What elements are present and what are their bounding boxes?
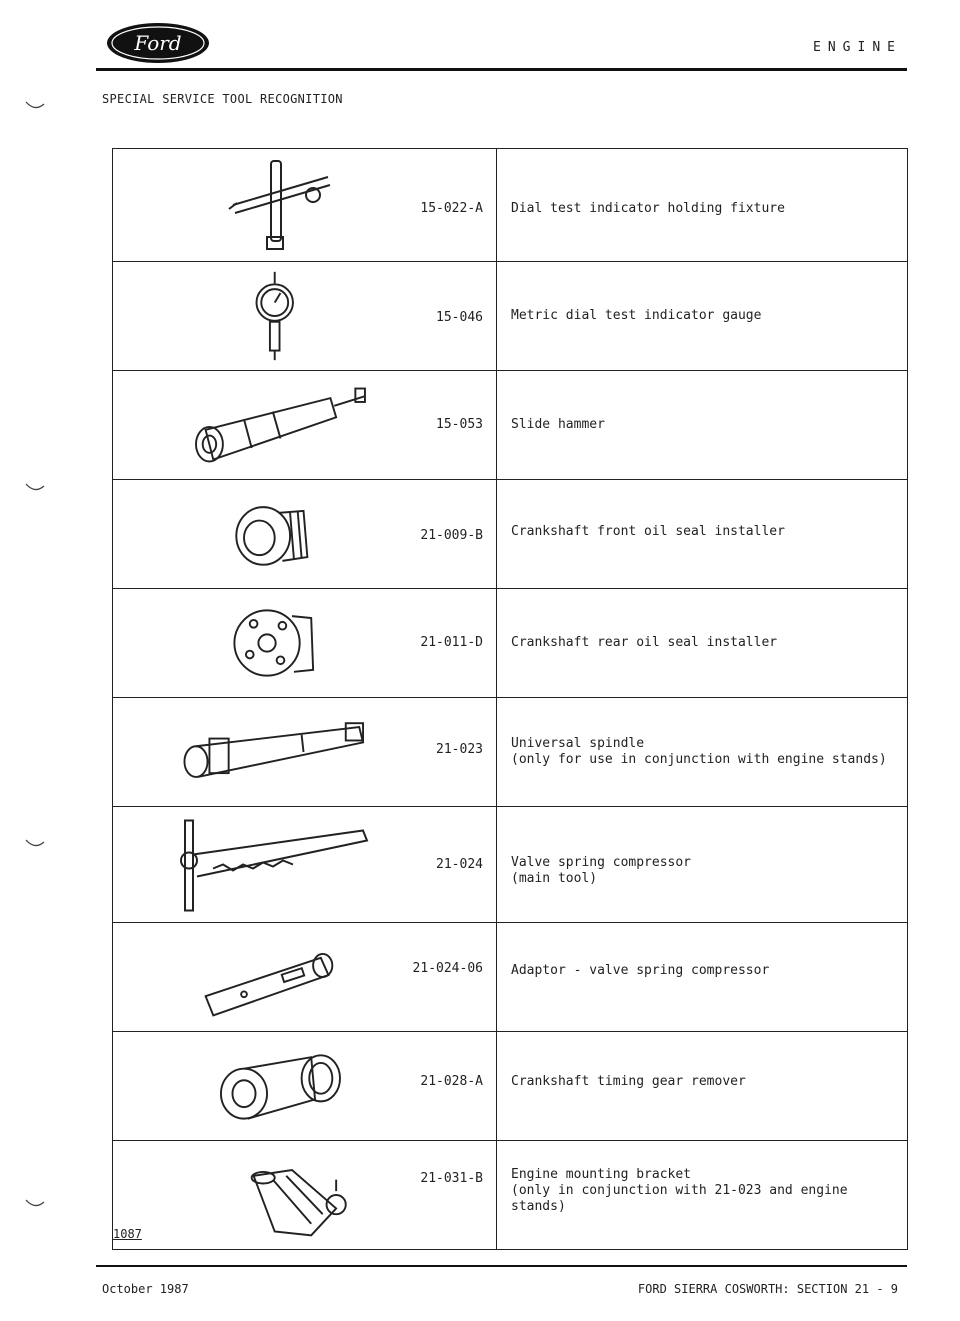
footer-divider — [96, 1265, 907, 1267]
mounting-bracket-illustration — [163, 1147, 373, 1243]
tool-image-cell — [112, 923, 497, 1031]
tool-description: Metric dial test indicator gauge — [511, 308, 762, 323]
tool-image-cell — [112, 1141, 497, 1249]
tool-code: 21-009-B — [420, 528, 483, 543]
tool-row — [112, 261, 908, 370]
slide-hammer-illustration — [163, 377, 373, 473]
tool-description-cell — [496, 923, 908, 1031]
tool-image-cell — [112, 1032, 497, 1140]
tool-description-cell — [496, 589, 908, 697]
tool-description: Crankshaft timing gear remover — [511, 1074, 746, 1089]
tool-description: Crankshaft front oil seal installer — [511, 524, 785, 539]
tool-image-cell — [112, 262, 497, 370]
tool-code: 21-031-B — [420, 1171, 483, 1186]
tool-image-cell — [112, 149, 497, 261]
header-divider — [96, 68, 907, 71]
tool-code: 21-024-06 — [412, 961, 483, 976]
tool-row — [112, 1031, 908, 1140]
tool-description: Crankshaft rear oil seal installer — [511, 635, 778, 650]
tool-description-cell — [496, 1032, 908, 1140]
dial-gauge-illustration — [163, 268, 373, 364]
timing-gear-remover-illustration — [163, 1038, 373, 1134]
tool-code: 21-011-D — [420, 635, 483, 650]
valve-spring-compressor-illustration — [163, 813, 373, 916]
page-code: 1087 — [113, 1227, 142, 1241]
tool-image-cell — [112, 807, 497, 922]
tool-description: Dial test indicator holding fixture — [511, 201, 785, 216]
tool-description-cell — [496, 262, 908, 370]
tool-image-cell — [112, 371, 497, 479]
tool-code: 15-046 — [436, 310, 483, 325]
tool-code: 15-022-A — [420, 201, 483, 216]
tool-code: 15-053 — [436, 417, 483, 432]
footer-date: October 1987 — [102, 1282, 189, 1296]
tool-table — [112, 148, 908, 1250]
tool-description: Adaptor - valve spring compressor — [511, 963, 770, 978]
margin-mark — [24, 482, 46, 494]
tool-row — [112, 370, 908, 479]
tool-code: 21-023 — [436, 742, 483, 757]
tool-code: 21-024 — [436, 857, 483, 872]
ford-logo — [106, 22, 210, 64]
tool-image-cell — [112, 698, 497, 806]
universal-spindle-illustration — [163, 704, 373, 800]
tool-description-cell — [496, 698, 908, 806]
tool-description-cell — [496, 807, 908, 922]
page-title: SPECIAL SERVICE TOOL RECOGNITION — [102, 92, 343, 106]
tool-row — [112, 479, 908, 588]
tool-row — [112, 922, 908, 1031]
tool-row — [112, 588, 908, 697]
tool-description-cell — [496, 1141, 908, 1249]
tool-description-cell — [496, 371, 908, 479]
tool-description: Slide hammer — [511, 417, 605, 432]
tool-description-cell — [496, 149, 908, 261]
tool-image-cell — [112, 589, 497, 697]
tool-row — [112, 1140, 908, 1250]
holding-fixture-illustration — [163, 155, 373, 255]
front-seal-installer-illustration — [163, 486, 373, 582]
tool-description: Engine mounting bracket (only in conjunction with 21-023 and engine stands) — [511, 1167, 848, 1214]
margin-mark — [24, 100, 46, 112]
ford-logo-text: Ford — [134, 31, 182, 55]
footer-section-ref: FORD SIERRA COSWORTH: SECTION 21 - 9 — [637, 1282, 898, 1296]
tool-row — [112, 697, 908, 806]
tool-description: Universal spindle (only for use in conjunction with engine stands) — [511, 736, 887, 767]
tool-image-cell — [112, 480, 497, 588]
rear-seal-installer-illustration — [163, 595, 373, 691]
tool-row — [112, 148, 908, 261]
adaptor-illustration — [163, 929, 373, 1025]
margin-mark — [24, 838, 46, 850]
tool-row — [112, 806, 908, 922]
tool-code: 21-028-A — [420, 1074, 483, 1089]
tool-description-cell — [496, 480, 908, 588]
tool-description: Valve spring compressor (main tool) — [511, 855, 692, 886]
section-title: ENGINE — [813, 40, 902, 55]
margin-mark — [24, 1198, 46, 1210]
